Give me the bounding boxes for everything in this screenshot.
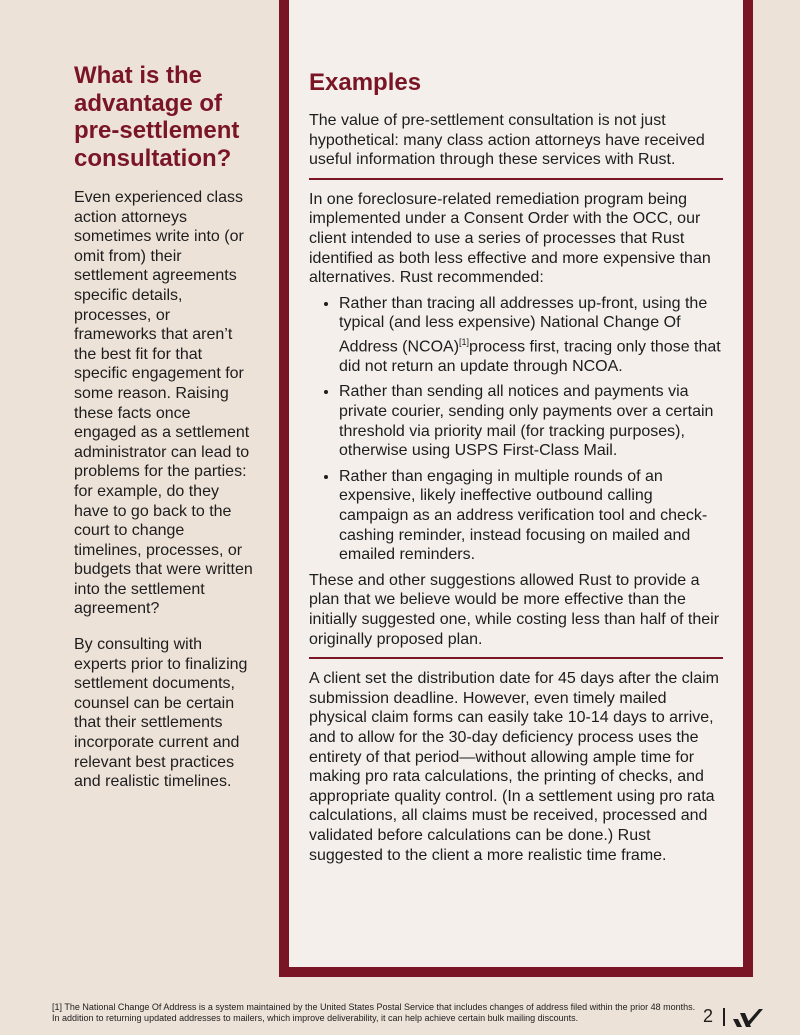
bullet-text: Rather than tracing all addresses up-front, using the typical (and less expensive) National Change Of Address (NCOA) <box>339 294 708 356</box>
logo-icon <box>733 1008 765 1028</box>
sidebar-paragraph-1: Even experienced class action attorneys sometimes write into (or omit from) their settlement agreements specific details, processes, or frameworks that aren’t the best fit for that specific engagement for some reason. Raising these facts once engaged as a settlement administrator can lead to problems for the parties: for example, do they have to go back to the court to change timelines, processes, or budgets that were written into the settlement agreement? <box>74 189 253 618</box>
recommendation-item: • Rather than engaging in multiple rounds of an expensive, likely ineffective outbound calling campaign as an address verification tool and check-cashing reminder, instead focusing on mailed and emailed reminders. <box>339 467 723 565</box>
recommendation-item <box>339 294 723 377</box>
sidebar-paragraph-2: By consulting with experts prior to finalizing settlement documents, counsel can be certain that their settlements incorporate current and relevant best practices and realistic timelines. <box>74 636 248 791</box>
examples-frame <box>279 0 753 977</box>
recommendation-item: • Rather than sending all notices and payments via private courier, sending only payments over a certain threshold via priority mail (for tracking purposes), otherwise using USPS First-Class Mail. <box>339 382 723 460</box>
sidebar-heading: What is the advantage of pre-settlement consultation? <box>74 62 240 172</box>
bullet-text: process first, tracing only those that did not return an update through NCOA. <box>339 338 721 375</box>
sidebar <box>74 62 254 808</box>
recommendation-list <box>309 294 723 565</box>
footnote: [1] The National Change Of Address is a system maintained by the United States Postal Service that includes changes of address filed within the prior 48 months. In addition to returning updated addresses to mailers, which improve deliverability, it can help achieve certain bulk mailing discounts. <box>52 1002 696 1023</box>
examples-box <box>289 0 743 967</box>
example1-close: These and other suggestions allowed Rust to provide a plan that we believe would be more effective than the initially suggested one, while costing less than half of their originally proposed plan. <box>309 571 720 648</box>
examples-intro: The value of pre-settlement consultation is not just hypothetical: many class action attorneys have received useful information through these services with Rust. <box>309 112 705 169</box>
example2-text: A client set the distribution date for 45 days after the claim submission deadline. However, even timely mailed physical claim forms can easily take 10-14 days to arrive, and to allow for the 30-day deficiency process uses the entirety of that period—without allowing ample time for making pro rata calculations, the printing of checks, and appropriate quality control. (In a settlement using pro rata calculations, all claims must be received, processed and validated before calculations can be done.) Rust suggested to the client a more realistic time frame. <box>309 670 719 864</box>
examples-title: Examples <box>309 69 422 96</box>
footnote-ref[interactable]: [1] <box>459 336 470 347</box>
example1-lead: In one foreclosure-related remediation program being implemented under a Consent Order with the OCC, our client intended to use a series of processes that Rust identified as both less effective and more expensive than alternatives. Rust recommended: <box>309 190 711 287</box>
divider <box>309 178 723 180</box>
divider <box>309 657 723 659</box>
page-number: 2 <box>703 1006 714 1026</box>
page-separator <box>723 1008 725 1026</box>
